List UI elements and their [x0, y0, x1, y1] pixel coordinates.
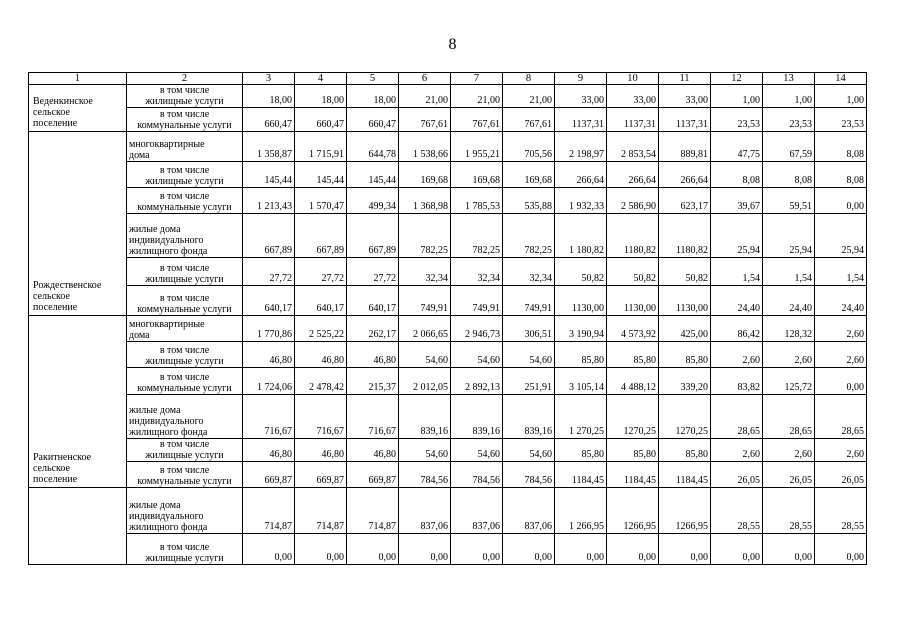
value-cell: 33,00 [659, 85, 711, 108]
header-cell: 3 [243, 73, 295, 85]
header-row [29, 73, 867, 85]
settlement-name-line: Рождественское [33, 280, 102, 291]
value-cell: 0,00 [503, 534, 555, 565]
value-cell: 660,47 [243, 108, 295, 132]
value-cell: 46,80 [243, 342, 295, 368]
value-cell: 54,60 [503, 439, 555, 462]
value-cell: 1180,82 [607, 214, 659, 258]
value-cell: 169,68 [503, 162, 555, 188]
value-cell: 667,89 [243, 214, 295, 258]
value-cell: 39,67 [711, 188, 763, 214]
row-label-line: коммунальные услуги [137, 476, 232, 487]
value-cell: 716,67 [243, 395, 295, 439]
value-cell: 83,82 [711, 368, 763, 395]
row-label [127, 188, 243, 214]
row-label-line: в том числе [159, 191, 210, 202]
table-row [29, 534, 867, 565]
value-cell: 85,80 [555, 439, 607, 462]
value-cell: 667,89 [347, 214, 399, 258]
value-cell: 2 198,97 [555, 132, 607, 162]
settlement-cell [29, 132, 127, 316]
value-cell: 669,87 [243, 462, 295, 488]
value-cell: 2 525,22 [295, 316, 347, 342]
value-cell: 67,59 [763, 132, 815, 162]
header-cell: 8 [503, 73, 555, 85]
value-cell: 837,06 [399, 488, 451, 534]
value-cell: 1 358,87 [243, 132, 295, 162]
row-label-line: жилищные услуги [145, 356, 224, 367]
value-cell: 85,80 [659, 439, 711, 462]
settlement-name-line: сельское [33, 463, 70, 474]
settlement-name-line: сельское [33, 291, 70, 302]
header-cell: 1 [29, 73, 127, 85]
settlement-name-line: сельское [33, 107, 70, 118]
row-label-line: в том числе [159, 439, 210, 450]
value-cell: 215,37 [347, 368, 399, 395]
table-row [29, 316, 867, 342]
value-cell: 839,16 [451, 395, 503, 439]
value-cell: 1130,00 [607, 286, 659, 316]
value-cell: 782,25 [399, 214, 451, 258]
value-cell: 85,80 [607, 342, 659, 368]
value-cell: 1,00 [711, 85, 763, 108]
value-cell: 1,54 [763, 258, 815, 286]
value-cell: 1130,00 [659, 286, 711, 316]
value-cell: 660,47 [347, 108, 399, 132]
settlement-name-line: поселение [33, 302, 78, 313]
value-cell: 1,54 [711, 258, 763, 286]
value-cell: 50,82 [607, 258, 659, 286]
value-cell: 767,61 [399, 108, 451, 132]
value-cell: 47,75 [711, 132, 763, 162]
value-cell: 2,60 [763, 439, 815, 462]
value-cell: 0,00 [659, 534, 711, 565]
settlement-cell [29, 316, 127, 488]
header-cell: 9 [555, 73, 607, 85]
value-cell: 640,17 [347, 286, 399, 316]
value-cell: 1 180,82 [555, 214, 607, 258]
value-cell: 86,42 [711, 316, 763, 342]
tariff-table [28, 72, 867, 565]
value-cell: 1,00 [763, 85, 815, 108]
value-cell: 21,00 [503, 85, 555, 108]
value-cell: 1 266,95 [555, 488, 607, 534]
row-label [127, 462, 243, 488]
value-cell: 32,34 [503, 258, 555, 286]
row-label-line: в том числе [159, 165, 210, 176]
row-label [127, 342, 243, 368]
row-label-line: в том числе [159, 465, 210, 476]
table-row [29, 132, 867, 162]
row-label-line: жилищного фонда [129, 522, 208, 533]
table-row [29, 162, 867, 188]
header-cell: 4 [295, 73, 347, 85]
value-cell: 23,53 [711, 108, 763, 132]
value-cell: 4 488,12 [607, 368, 659, 395]
row-label-line: жилищные услуги [145, 553, 224, 564]
value-cell: 54,60 [503, 342, 555, 368]
value-cell: 1266,95 [659, 488, 711, 534]
value-cell: 839,16 [503, 395, 555, 439]
row-label [127, 85, 243, 108]
value-cell: 1 932,33 [555, 188, 607, 214]
value-cell: 26,05 [815, 462, 867, 488]
row-label-line: коммунальные услуги [137, 304, 232, 315]
value-cell: 46,80 [243, 439, 295, 462]
value-cell: 50,82 [659, 258, 711, 286]
row-label-line: жилые дома [129, 405, 181, 416]
value-cell: 266,64 [555, 162, 607, 188]
value-cell: 0,00 [243, 534, 295, 565]
value-cell: 1130,00 [555, 286, 607, 316]
row-label [127, 534, 243, 565]
value-cell: 46,80 [347, 439, 399, 462]
value-cell: 1184,45 [555, 462, 607, 488]
value-cell: 669,87 [347, 462, 399, 488]
header-cell: 7 [451, 73, 503, 85]
value-cell: 784,56 [451, 462, 503, 488]
value-cell: 59,51 [763, 188, 815, 214]
value-cell: 128,32 [763, 316, 815, 342]
value-cell: 640,17 [243, 286, 295, 316]
row-label [127, 286, 243, 316]
settlement-name-line: Ракитненское [33, 452, 92, 463]
value-cell: 2 892,13 [451, 368, 503, 395]
value-cell: 23,53 [763, 108, 815, 132]
value-cell: 2 853,54 [607, 132, 659, 162]
value-cell: 1180,82 [659, 214, 711, 258]
value-cell: 266,64 [607, 162, 659, 188]
value-cell: 33,00 [607, 85, 659, 108]
row-label [127, 439, 243, 462]
value-cell: 28,65 [763, 395, 815, 439]
row-label [127, 162, 243, 188]
value-cell: 32,34 [451, 258, 503, 286]
value-cell: 27,72 [295, 258, 347, 286]
value-cell: 0,00 [451, 534, 503, 565]
row-label [127, 395, 243, 439]
value-cell: 1,54 [815, 258, 867, 286]
value-cell: 8,08 [711, 162, 763, 188]
value-cell: 266,64 [659, 162, 711, 188]
row-label-line: жилищные услуги [145, 274, 224, 285]
row-label [127, 488, 243, 534]
value-cell: 1 368,98 [399, 188, 451, 214]
header-cell: 14 [815, 73, 867, 85]
row-label-line: в том числе [159, 542, 210, 553]
row-label [127, 214, 243, 258]
value-cell: 3 105,14 [555, 368, 607, 395]
value-cell: 2,60 [763, 342, 815, 368]
row-label-line: индивидуального [129, 235, 204, 246]
table-row [29, 488, 867, 534]
value-cell: 839,16 [399, 395, 451, 439]
header-cell: 12 [711, 73, 763, 85]
value-cell: 145,44 [243, 162, 295, 188]
value-cell: 1,00 [815, 85, 867, 108]
header-cell: 10 [607, 73, 659, 85]
row-label [127, 132, 243, 162]
value-cell: 660,47 [295, 108, 347, 132]
value-cell: 499,34 [347, 188, 399, 214]
value-cell: 24,40 [815, 286, 867, 316]
value-cell: 169,68 [451, 162, 503, 188]
value-cell: 85,80 [555, 342, 607, 368]
row-label-line: жилищные услуги [145, 176, 224, 187]
value-cell: 1137,31 [555, 108, 607, 132]
value-cell: 2 946,73 [451, 316, 503, 342]
row-label-line: в том числе [159, 263, 210, 274]
value-cell: 0,00 [295, 534, 347, 565]
value-cell: 1184,45 [607, 462, 659, 488]
value-cell: 1 724,06 [243, 368, 295, 395]
value-cell: 0,00 [815, 534, 867, 565]
value-cell: 18,00 [243, 85, 295, 108]
value-cell: 623,17 [659, 188, 711, 214]
row-label-line: индивидуального [129, 416, 204, 427]
value-cell: 54,60 [451, 439, 503, 462]
row-label-line: в том числе [159, 293, 210, 304]
row-label-line: дома [129, 330, 150, 341]
value-cell: 716,67 [347, 395, 399, 439]
row-label-line: жилищного фонда [129, 246, 208, 257]
header-cell: 5 [347, 73, 399, 85]
value-cell: 8,08 [815, 132, 867, 162]
value-cell: 85,80 [607, 439, 659, 462]
value-cell: 46,80 [347, 342, 399, 368]
value-cell: 8,08 [763, 162, 815, 188]
row-label [127, 316, 243, 342]
value-cell: 1 570,47 [295, 188, 347, 214]
table-row [29, 368, 867, 395]
row-label-line: индивидуального [129, 511, 204, 522]
value-cell: 0,00 [399, 534, 451, 565]
page-number: 8 [448, 36, 457, 53]
row-label-line: жилые дома [129, 500, 181, 511]
settlement-name-line: поселение [33, 474, 78, 485]
value-cell: 1184,45 [659, 462, 711, 488]
value-cell: 4 573,92 [607, 316, 659, 342]
value-cell: 2,60 [711, 439, 763, 462]
header-cell: 13 [763, 73, 815, 85]
row-label [127, 108, 243, 132]
value-cell: 2 586,90 [607, 188, 659, 214]
value-cell: 46,80 [295, 439, 347, 462]
value-cell: 0,00 [711, 534, 763, 565]
table-row [29, 258, 867, 286]
value-cell: 0,00 [815, 368, 867, 395]
value-cell: 644,78 [347, 132, 399, 162]
value-cell: 1137,31 [659, 108, 711, 132]
settlement-cell [29, 488, 127, 565]
row-label-line: жилищного фонда [129, 427, 208, 438]
value-cell: 1 785,53 [451, 188, 503, 214]
value-cell: 0,00 [555, 534, 607, 565]
value-cell: 705,56 [503, 132, 555, 162]
header-cell: 2 [127, 73, 243, 85]
value-cell: 1266,95 [607, 488, 659, 534]
row-label-line: коммунальные услуги [137, 202, 232, 213]
value-cell: 3 190,94 [555, 316, 607, 342]
value-cell: 1137,31 [607, 108, 659, 132]
value-cell: 1 538,66 [399, 132, 451, 162]
row-label [127, 258, 243, 286]
row-label-line: в том числе [159, 109, 210, 120]
value-cell: 54,60 [451, 342, 503, 368]
value-cell: 25,94 [815, 214, 867, 258]
value-cell: 85,80 [659, 342, 711, 368]
value-cell: 535,88 [503, 188, 555, 214]
value-cell: 2 066,65 [399, 316, 451, 342]
value-cell: 169,68 [399, 162, 451, 188]
value-cell: 0,00 [815, 188, 867, 214]
value-cell: 749,91 [399, 286, 451, 316]
value-cell: 145,44 [295, 162, 347, 188]
table-row [29, 286, 867, 316]
header-cell: 6 [399, 73, 451, 85]
value-cell: 25,94 [763, 214, 815, 258]
value-cell: 25,94 [711, 214, 763, 258]
header-cell: 11 [659, 73, 711, 85]
value-cell: 24,40 [711, 286, 763, 316]
value-cell: 1 955,21 [451, 132, 503, 162]
table-body [29, 73, 867, 565]
value-cell: 21,00 [451, 85, 503, 108]
value-cell: 46,80 [295, 342, 347, 368]
value-cell: 749,91 [503, 286, 555, 316]
value-cell: 26,05 [711, 462, 763, 488]
settlement-name-line: Веденкинское [33, 96, 93, 107]
table-row [29, 108, 867, 132]
value-cell: 2,60 [815, 439, 867, 462]
value-cell: 767,61 [503, 108, 555, 132]
table-row [29, 214, 867, 258]
value-cell: 2 478,42 [295, 368, 347, 395]
value-cell: 1 770,86 [243, 316, 295, 342]
value-cell: 749,91 [451, 286, 503, 316]
value-cell: 425,00 [659, 316, 711, 342]
row-label-line: жилищные услуги [145, 96, 224, 107]
value-cell: 28,65 [815, 395, 867, 439]
value-cell: 1 270,25 [555, 395, 607, 439]
table-row [29, 188, 867, 214]
table-row [29, 439, 867, 462]
value-cell: 28,55 [711, 488, 763, 534]
settlement-name-line: поселение [33, 118, 78, 129]
value-cell: 714,87 [295, 488, 347, 534]
value-cell: 667,89 [295, 214, 347, 258]
value-cell: 28,55 [763, 488, 815, 534]
value-cell: 784,56 [399, 462, 451, 488]
value-cell: 145,44 [347, 162, 399, 188]
value-cell: 714,87 [243, 488, 295, 534]
value-cell: 24,40 [763, 286, 815, 316]
value-cell: 33,00 [555, 85, 607, 108]
row-label [127, 368, 243, 395]
value-cell: 0,00 [607, 534, 659, 565]
row-label-line: жилищные услуги [145, 450, 224, 461]
row-label-line: в том числе [159, 372, 210, 383]
table-row [29, 85, 867, 108]
value-cell: 251,91 [503, 368, 555, 395]
value-cell: 2,60 [711, 342, 763, 368]
value-cell: 1 213,43 [243, 188, 295, 214]
table-row [29, 342, 867, 368]
value-cell: 28,65 [711, 395, 763, 439]
value-cell: 339,20 [659, 368, 711, 395]
value-cell: 18,00 [295, 85, 347, 108]
value-cell: 782,25 [503, 214, 555, 258]
value-cell: 640,17 [295, 286, 347, 316]
row-label-line: в том числе [159, 85, 210, 96]
value-cell: 784,56 [503, 462, 555, 488]
value-cell: 837,06 [451, 488, 503, 534]
value-cell: 18,00 [347, 85, 399, 108]
row-label-line: дома [129, 150, 150, 161]
value-cell: 782,25 [451, 214, 503, 258]
table-row [29, 462, 867, 488]
value-cell: 2,60 [815, 342, 867, 368]
value-cell: 262,17 [347, 316, 399, 342]
row-label-line: жилые дома [129, 224, 181, 235]
value-cell: 0,00 [347, 534, 399, 565]
table-row [29, 395, 867, 439]
value-cell: 889,81 [659, 132, 711, 162]
value-cell: 27,72 [243, 258, 295, 286]
value-cell: 26,05 [763, 462, 815, 488]
value-cell: 669,87 [295, 462, 347, 488]
value-cell: 0,00 [763, 534, 815, 565]
value-cell: 1 715,91 [295, 132, 347, 162]
row-label-line: в том числе [159, 345, 210, 356]
value-cell: 54,60 [399, 342, 451, 368]
value-cell: 714,87 [347, 488, 399, 534]
row-label-line: коммунальные услуги [137, 383, 232, 394]
value-cell: 54,60 [399, 439, 451, 462]
value-cell: 21,00 [399, 85, 451, 108]
value-cell: 8,08 [815, 162, 867, 188]
value-cell: 767,61 [451, 108, 503, 132]
value-cell: 28,55 [815, 488, 867, 534]
value-cell: 1270,25 [607, 395, 659, 439]
value-cell: 306,51 [503, 316, 555, 342]
settlement-cell [29, 85, 127, 132]
value-cell: 837,06 [503, 488, 555, 534]
value-cell: 125,72 [763, 368, 815, 395]
value-cell: 2 012,05 [399, 368, 451, 395]
value-cell: 2,60 [815, 316, 867, 342]
value-cell: 27,72 [347, 258, 399, 286]
row-label-line: многоквартирные [129, 139, 205, 150]
value-cell: 1270,25 [659, 395, 711, 439]
row-label-line: многоквартирные [129, 319, 205, 330]
row-label-line: коммунальные услуги [137, 120, 232, 131]
value-cell: 23,53 [815, 108, 867, 132]
value-cell: 50,82 [555, 258, 607, 286]
value-cell: 716,67 [295, 395, 347, 439]
value-cell: 32,34 [399, 258, 451, 286]
